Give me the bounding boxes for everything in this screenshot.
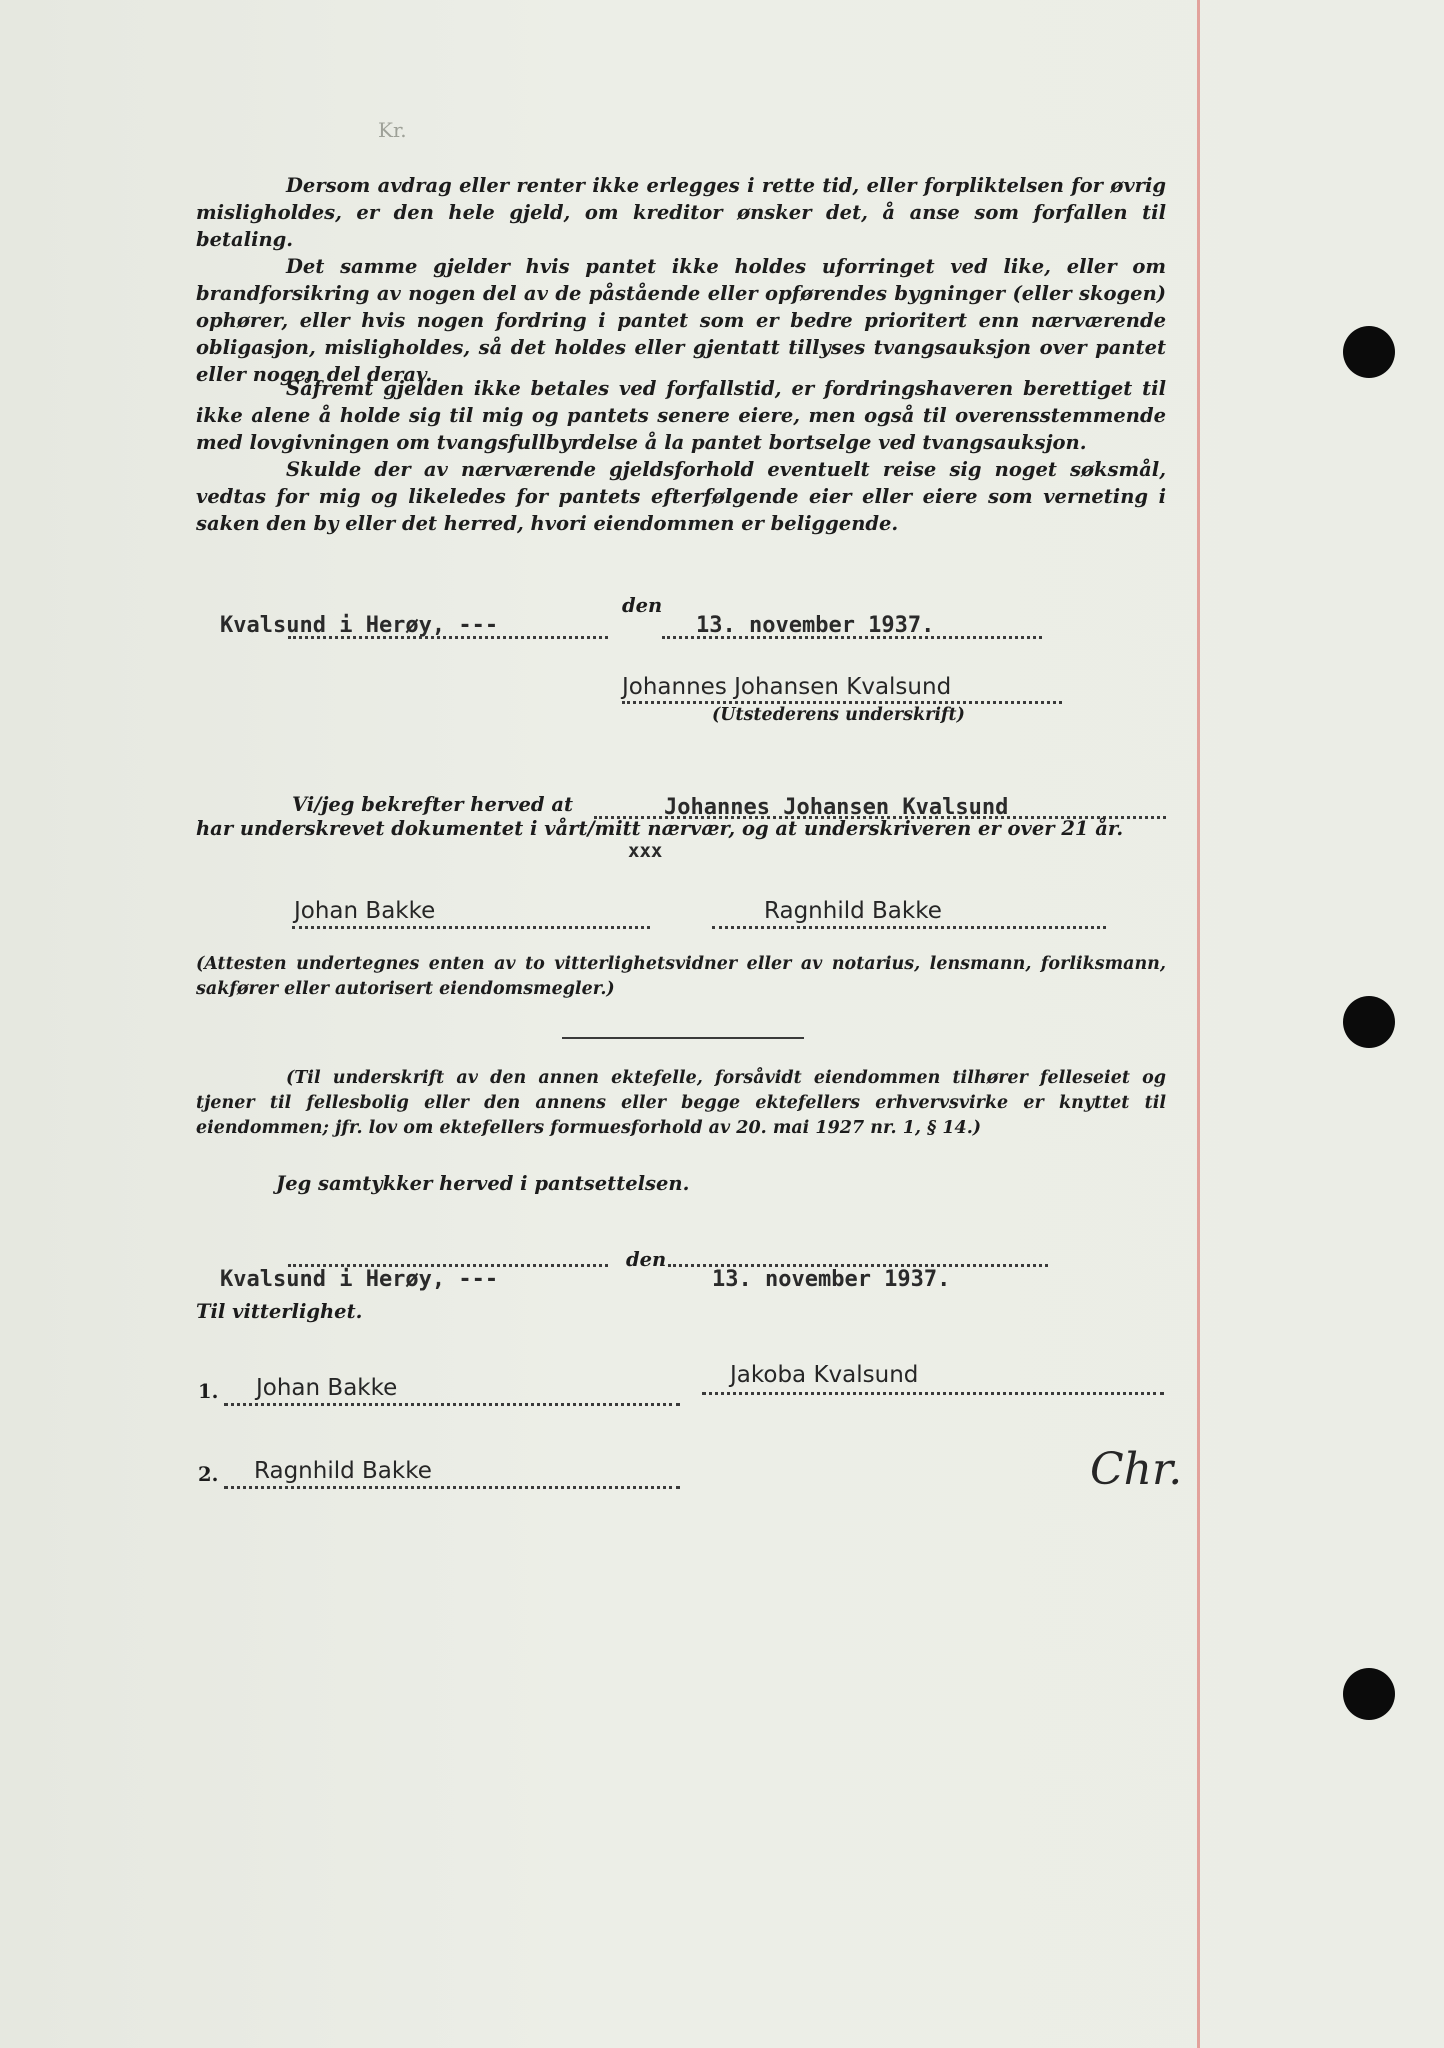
issuer-signature-caption: (Utstederens underskrift) [712, 705, 965, 725]
consent-date: 13. november 1937. [712, 1267, 951, 1292]
section-divider [562, 1037, 804, 1039]
consent-date-line [668, 1264, 1048, 1267]
clause-enforcement: Såfremt gjelden ikke betales ved forfallstid, er fordringshaveren berettiget til ikke alene å holde sig til mig og pantets senere eiere, men også til overensstemmende med lovgivningen om tvangsfullbyrdelse å la pantet bortselge ved tvangsauksjon. [196, 377, 1166, 454]
issuer-date-line [662, 636, 1042, 639]
attestation-prefix: Vi/jeg bekrefter herved at [292, 793, 573, 816]
red-margin-line [1197, 0, 1200, 2048]
punch-hole-middle [1343, 996, 1395, 1048]
consent-witness-2: Ragnhild Bakke [254, 1458, 432, 1484]
consent-item-1-number: 1. [198, 1380, 219, 1403]
issuer-den-label: den [622, 594, 663, 617]
issuer-place-line [288, 636, 608, 639]
clause-pledge-maintenance: Det samme gjelder hvis pantet ikke holdes uforringet ved like, eller om brandforsikring av nogen del av de påstående eller opførendes bygninger (eller skogen) ophører, eller hvis nogen fordring i pantet som er bedre prioritert enn nærværende obligasjon, misligholdes, så det holdes eller gjentatt tillyses tvangsauksjon over pantet eller nogen del derav. [196, 255, 1166, 386]
spouse-note: (Til underskrift av den annen ektefelle, forsåvidt eiendommen tilhører felleseiet og tjener til fellesbolig eller den annens eller begge ektefellers erhvervsvirke er knyttet til eiendommen; jfr. lov om ektefellers formuesforhold av 20. mai 1927 nr. 1, § 14.) [196, 1068, 1166, 1138]
attestation-typed-mark: xxx [628, 840, 663, 862]
issuer-date: 13. november 1937. [696, 613, 935, 638]
consent-item-2-number: 2. [198, 1463, 219, 1486]
issuer-signature-line [622, 701, 1062, 704]
initials-mark: Chr. [1090, 1444, 1183, 1495]
witness-2-signature: Ragnhild Bakke [764, 898, 942, 924]
consent-witness-1: Johan Bakke [256, 1375, 398, 1401]
attestation-signer-name: Johannes Johansen Kvalsund [664, 795, 1009, 820]
consent-den-label: den [626, 1248, 667, 1271]
witness-2-line [712, 926, 1106, 929]
consent-witness-1-line [224, 1403, 680, 1406]
issuer-place: Kvalsund i Herøy, --- [220, 613, 499, 638]
consent-witness-2-line [224, 1486, 680, 1489]
witness-label: Til vitterlighet. [196, 1300, 363, 1323]
witness-1-line [292, 926, 650, 929]
consent-signature: Jakoba Kvalsund [730, 1362, 919, 1388]
consent-signature-line [702, 1392, 1164, 1395]
punch-hole-bottom [1343, 1668, 1395, 1720]
consent-place-line [288, 1264, 608, 1267]
witness-1-signature: Johan Bakke [294, 898, 436, 924]
issuer-signature: Johannes Johansen Kvalsund [622, 674, 952, 700]
consent-place: Kvalsund i Herøy, --- [220, 1267, 499, 1292]
clause-jurisdiction: Skulde der av nærværende gjeldsforhold eventuelt reise sig noget søksmål, vedtas for mig og likeledes for pantets efterfølgende eier eller eiere som verneting i saken den by eller det herred, hvori eiendommen er beliggende. [196, 458, 1166, 535]
attestation-statement: har underskrevet dokumentet i vårt/mitt nærvær, og at underskriveren er over 21 år. [196, 817, 1124, 840]
attestation-note: (Attesten undertegnes enten av to vitterlighetsvidner eller av notarius, lensmann, forliksmann, sakfører eller autorisert eiendomsmegler.) [196, 954, 1166, 999]
consent-text: Jeg samtykker herved i pantsettelsen. [276, 1172, 690, 1195]
clause-default: Dersom avdrag eller renter ikke erlegges i rette tid, eller forpliktelsen for øvrig misligholdes, er den hele gjeld, om kreditor ønsker det, å anse som forfallen til betaling. [196, 174, 1166, 251]
header-mark: Kr. [378, 118, 407, 142]
punch-hole-top [1343, 326, 1395, 378]
